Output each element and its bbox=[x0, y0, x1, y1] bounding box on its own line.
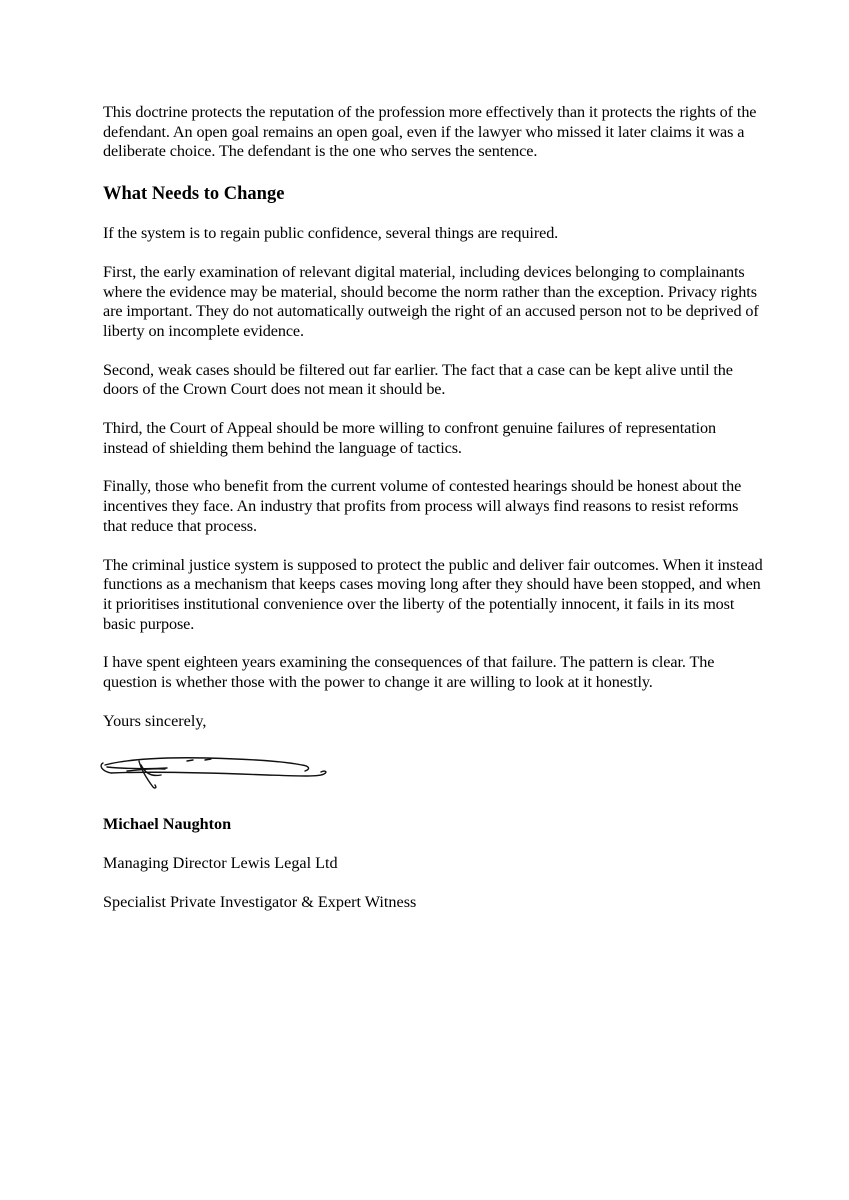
paragraph-third: Third, the Court of Appeal should be more willing to confront genuine failures of representation instead of shielding them behind the language of tactics. bbox=[103, 419, 717, 457]
paragraph-public-confidence: If the system is to regain public confidence, several things are required. bbox=[103, 224, 559, 243]
paragraph-eighteen-years: I have spent eighteen years examining the consequences of that failure. The pattern is clear. The question is whether those with the power to change it are willing to look at it honestly. bbox=[103, 653, 715, 692]
letter-body bbox=[103, 103, 763, 932]
paragraph-finally: Finally, those who benefit from the current volume of contested hearings should be honest about the incentives they face. An industry that profits from process will always find reasons to resist reforms that reduce that process. bbox=[103, 477, 742, 535]
closing-salutation: Yours sincerely, bbox=[103, 711, 207, 730]
paragraph-second: Second, weak cases should be filtered out far earlier. The fact that a case can be kept alive until the doors of the Crown Court does not mean it should be. bbox=[103, 360, 733, 399]
signer-role: Specialist Private Investigator & Expert Witness bbox=[103, 892, 417, 911]
paragraph-first: First, the early examination of relevant digital material, including devices belonging to complainants where the evidence may be material, should become the norm rather than the exception. Privacy rights are important. They do not automatically outweigh the right of an accused person not to be deprived of liberty on incomplete evidence. bbox=[103, 262, 759, 340]
paragraph-system-purpose: The criminal justice system is supposed to protect the public and deliver fair outcomes. When it instead functions as a mechanism that keeps cases moving long after they should have been stopped, and when it prioritises institutional convenience over the liberty of the potentially innocent, it fails in its most basic purpose. bbox=[103, 555, 763, 633]
signer-name: Michael Naughton bbox=[103, 815, 232, 834]
paragraph-doctrine: This doctrine protects the reputation of the profession more effectively than it protects the rights of the defendant. An open goal remains an open goal, even if the lawyer who missed it later claims it was a deliberate choice. The defendant is the one who serves the sentence. bbox=[103, 103, 757, 161]
signer-title: Managing Director Lewis Legal Ltd bbox=[103, 854, 338, 873]
handwritten-signature bbox=[97, 751, 337, 795]
section-heading: What Needs to Change bbox=[103, 184, 285, 205]
